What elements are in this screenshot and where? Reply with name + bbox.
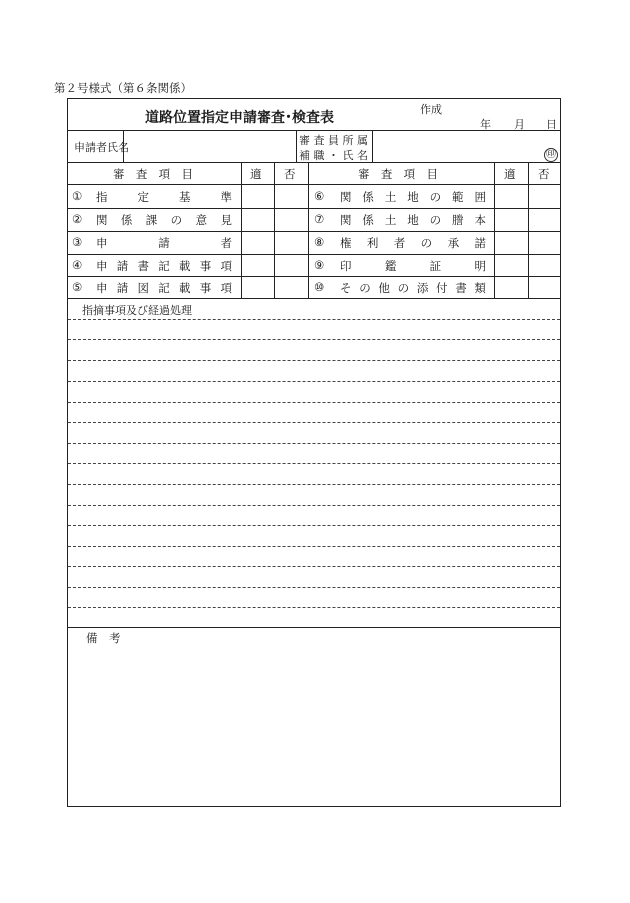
inspector-label-line2: 補 職 ・ 氏 名 — [299, 149, 368, 162]
left-item-text — [96, 189, 232, 205]
item-char: 請 — [158, 236, 170, 250]
ng-header-right: 否 — [538, 167, 550, 181]
item-char: 関 — [340, 190, 352, 204]
item-char: 係 — [362, 190, 374, 204]
item-char: の — [359, 281, 371, 295]
day-label: 日 — [546, 118, 557, 131]
item-char: 本 — [474, 213, 486, 227]
item-char: 申 — [96, 259, 108, 273]
rule-inspector-left — [296, 130, 297, 162]
item-char: 地 — [407, 213, 419, 227]
item-char: 図 — [137, 281, 149, 295]
item-char: の — [170, 213, 183, 227]
notes-label: 指摘事項及び経過処理 — [82, 304, 192, 317]
left-item-number: ⑤ — [72, 280, 83, 294]
header-char: 項 — [158, 167, 171, 181]
item-char: 証 — [429, 259, 442, 273]
item-char: の — [429, 190, 442, 204]
item-char: 地 — [407, 190, 419, 204]
item-char: 指 — [96, 190, 108, 204]
header-char: 審 — [358, 167, 370, 181]
right-item-text — [340, 212, 486, 228]
created-label: 作成 — [420, 103, 442, 116]
form-title: 道路位置指定申請審査･検査表 — [145, 110, 334, 126]
item-char: 記 — [158, 281, 170, 295]
applicant-label: 申請者氏名 — [74, 141, 129, 154]
item-char: 申 — [96, 281, 108, 295]
right-item-number: ⑩ — [314, 280, 325, 294]
rule-right-ok — [528, 162, 529, 298]
item-char: 承 — [447, 236, 460, 250]
item-char: 意 — [195, 213, 208, 227]
item-char: 係 — [120, 213, 133, 227]
left-item-number: ③ — [72, 235, 83, 249]
item-char: 載 — [179, 259, 191, 273]
item-char: 書 — [455, 281, 467, 295]
item-char: 類 — [474, 281, 486, 295]
remarks-label: 備 考 — [86, 631, 121, 645]
item-char: 付 — [436, 281, 448, 295]
item-char: の — [397, 281, 410, 295]
right-item-number: ⑥ — [314, 189, 325, 203]
header-char: 査 — [380, 167, 393, 181]
rule-left-ng — [308, 162, 309, 298]
item-char: 範 — [452, 190, 464, 204]
item-char: 諾 — [474, 236, 486, 250]
item-char: 添 — [416, 281, 429, 295]
item-char: 係 — [362, 213, 374, 227]
item-char: 関 — [96, 213, 108, 227]
left-item-number: ② — [72, 212, 83, 226]
item-char: 基 — [179, 190, 191, 204]
item-char: 者 — [220, 236, 232, 250]
ok-header-right: 適 — [504, 167, 516, 181]
item-char: 明 — [474, 259, 486, 273]
ok-header-left: 適 — [250, 167, 262, 181]
item-char: 記 — [158, 259, 170, 273]
header-char: 目 — [426, 167, 438, 181]
item-char: 利 — [366, 236, 379, 250]
item-char: 申 — [96, 236, 108, 250]
item-char: 土 — [384, 190, 397, 204]
item-char: 請 — [116, 259, 129, 273]
item-char: 謄 — [452, 213, 464, 227]
rule-row-2 — [68, 231, 560, 232]
item-char: 請 — [116, 281, 129, 295]
right-item-text — [340, 189, 486, 205]
item-char: 囲 — [474, 190, 486, 204]
item-char: そ — [340, 281, 352, 295]
item-char: 者 — [393, 236, 406, 250]
rule-header-bottom — [68, 184, 560, 185]
item-char: 関 — [340, 213, 352, 227]
inspector-label-line1: 審 査 員 所 属 — [299, 134, 368, 147]
item-char: 他 — [378, 281, 390, 295]
left-item-text — [96, 280, 232, 296]
applicant-name-field[interactable] — [123, 130, 295, 161]
form-number: 第２号様式（第６条関係） — [54, 81, 192, 95]
rule-notes-bottom — [68, 627, 560, 628]
year-label: 年 — [480, 118, 491, 131]
item-char: 権 — [340, 236, 352, 250]
item-char: 印 — [340, 259, 352, 273]
header-char: 項 — [403, 167, 416, 181]
right-item-number: ⑨ — [314, 258, 325, 272]
seal-mark: ㊞ — [546, 149, 556, 160]
item-char: 事 — [199, 281, 212, 295]
remarks-area[interactable] — [68, 645, 560, 805]
left-item-number: ① — [72, 189, 83, 203]
item-char: 載 — [179, 281, 191, 295]
item-char: 定 — [137, 190, 149, 204]
item-header-right — [358, 166, 438, 182]
right-item-text — [340, 235, 486, 251]
rule-row-1 — [68, 208, 560, 209]
ng-header-left: 否 — [284, 167, 296, 181]
right-item-number: ⑧ — [314, 235, 325, 249]
item-char: 課 — [145, 213, 158, 227]
right-item-number: ⑦ — [314, 212, 325, 226]
rule-right-item — [494, 162, 495, 298]
item-char: 項 — [220, 259, 232, 273]
right-item-text — [340, 280, 486, 296]
item-char: の — [420, 236, 433, 250]
rule-left-item — [241, 162, 242, 298]
item-char: 土 — [384, 213, 397, 227]
header-char: 審 — [113, 167, 125, 181]
item-char: 事 — [199, 259, 212, 273]
left-item-text — [96, 212, 232, 228]
left-item-text — [96, 235, 232, 251]
item-char: 鑑 — [384, 259, 397, 273]
left-item-number: ④ — [72, 258, 83, 272]
item-char: 書 — [137, 259, 149, 273]
item-header-left — [113, 166, 193, 182]
item-char: 準 — [220, 190, 232, 204]
notes-area[interactable] — [68, 313, 560, 625]
rule-row-3 — [68, 254, 560, 255]
month-label: 月 — [514, 118, 525, 131]
rule-row-5 — [68, 298, 560, 299]
left-item-text — [96, 258, 232, 274]
rule-row-4 — [68, 276, 560, 277]
header-char: 査 — [135, 167, 148, 181]
item-char: の — [429, 213, 442, 227]
right-item-text — [340, 258, 486, 274]
item-char: 項 — [220, 281, 232, 295]
inspector-name-field[interactable] — [372, 130, 540, 161]
item-char: 見 — [220, 213, 232, 227]
rule-left-ok — [274, 162, 275, 298]
header-char: 目 — [181, 167, 193, 181]
